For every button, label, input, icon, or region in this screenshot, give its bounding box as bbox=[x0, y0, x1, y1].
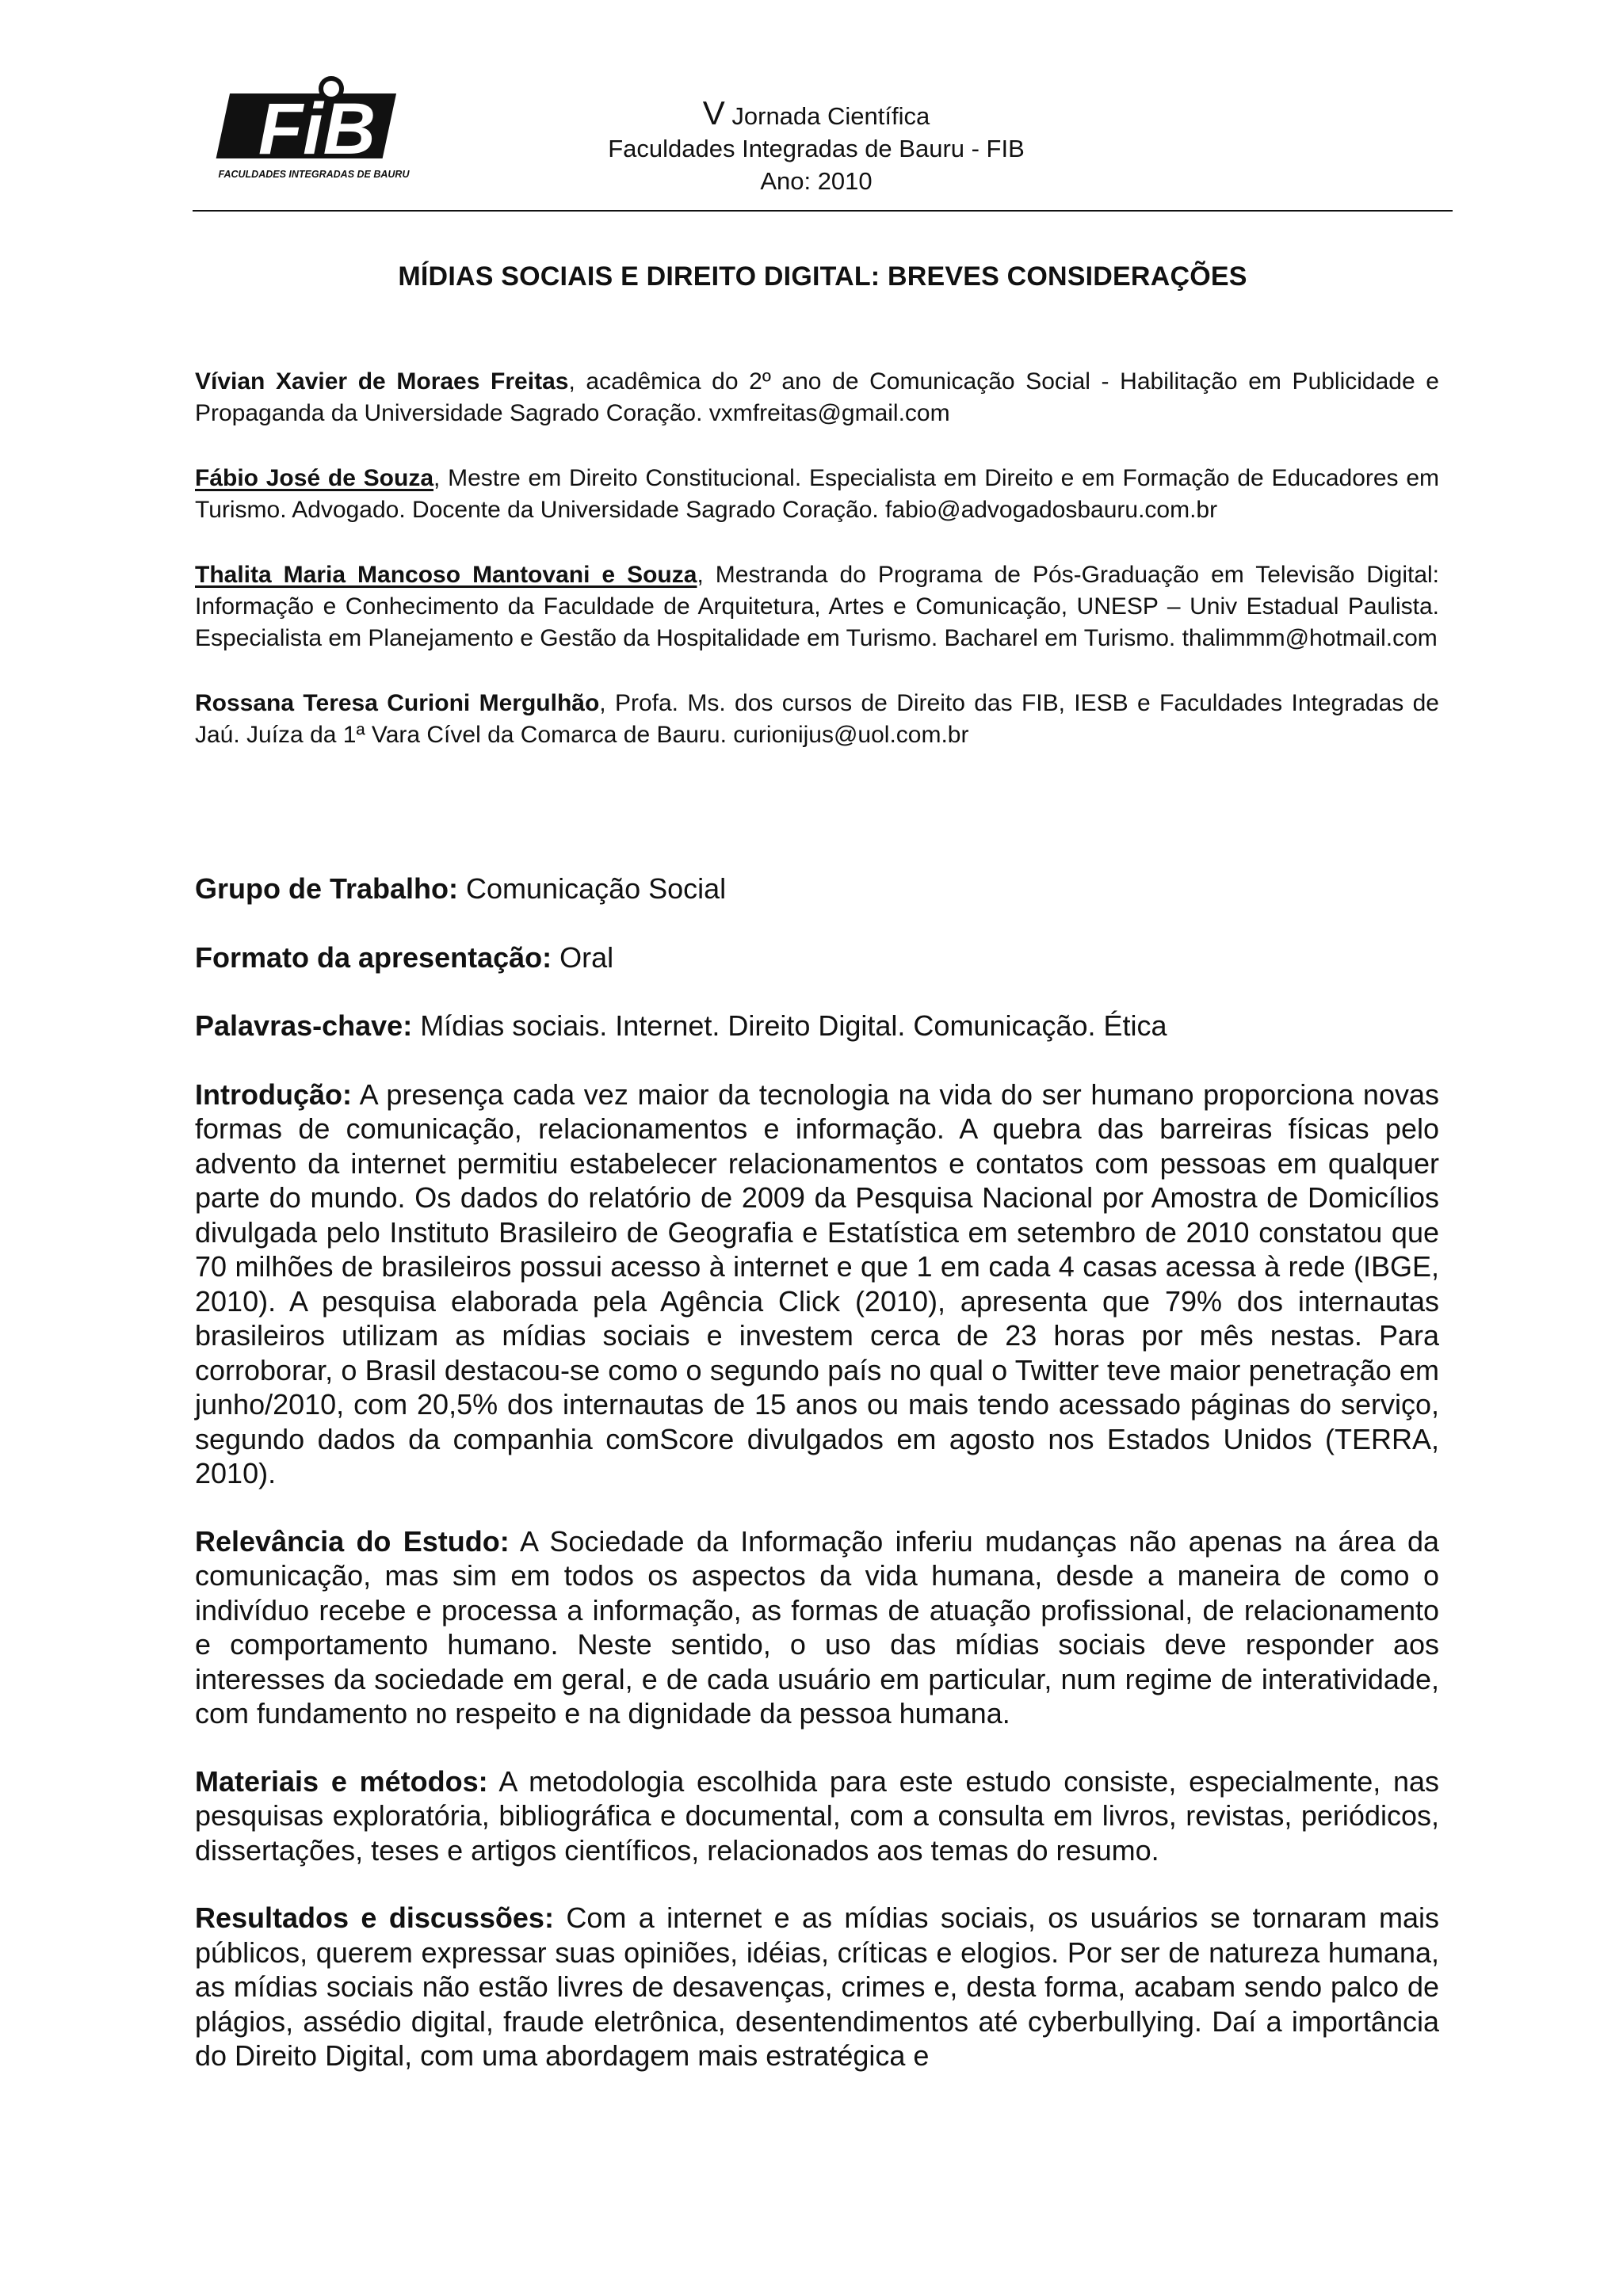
section-results: Resultados e discussões: Com a internet e as mídias sociais, os usuários se tornaram mais públicos, querem expressar suas opiniões, idéias, críticas e elogios. Por ser de natureza humana, as mídias sociais não estão livres de desavenças, crimes e, desta forma, acabam sendo palco de plágios, assédio digital, fraude eletrônica, desentendimentos até cyberbullying. Daí a importância do Direito Digital, com uma abordagem mais estratégica e bbox=[195, 1901, 1439, 2072]
author-affiliation: , Mestranda do Programa de Pós-Graduação em Televisão Digital: Informação e Conhecimento da Faculdade de Arquitetura, Artes e Comunicação, UNESP – Univ Estadual Paulista. Especialista em Planejamento e Gestão da Hospitalidade em Turismo. Bacharel em Turismo. thalimmm@hotmail.com bbox=[195, 562, 1439, 651]
author-entry bbox=[195, 366, 1439, 429]
author-affiliation: , Profa. Ms. dos cursos de Direito das FIB, IESB e Faculdades Integradas de Jaú. Juíza da 1ª Vara Cível da Comarca de Bauru. curionijus@uol.com.br bbox=[195, 690, 1439, 748]
author-entry bbox=[195, 559, 1439, 654]
author-affiliation: , acadêmica do 2º ano de Comunicação Social - Habilitação em Publicidade e Propaganda da Universidade Sagrado Coração. vxmfreitas@gmail.com bbox=[195, 368, 1439, 426]
working-group: Grupo de Trabalho: Comunicação Social bbox=[195, 872, 727, 905]
conference-name: V Jornada Científica bbox=[702, 94, 930, 132]
fib-logo bbox=[197, 71, 418, 190]
author-entry bbox=[195, 463, 1439, 526]
author-entry bbox=[195, 688, 1439, 751]
author-name: Thalita Maria Mancoso Mantovani e Souza bbox=[195, 562, 697, 588]
presentation-format: Formato da apresentação: Oral bbox=[195, 940, 614, 974]
section-introduction: Introdução: A presença cada vez maior da tecnologia na vida do ser humano proporciona novas formas de comunicação, relacionamentos e informação. A quebra das barreiras físicas pelo advento da internet permitiu estabelecer relacionamentos e contatos com pessoas em qualquer parte do mundo. Os dados do relatório de 2009 da Pesquisa Nacional por Amostra de Domicílios divulgada pelo Instituto Brasileiro de Geografia e Estatística em setembro de 2010 constatou que 70 milhões de brasileiros possui acesso à internet e que 1 em cada 4 casas acessa à rede (IBGE, 2010). A pesquisa elaborada pela Agência Click (2010), apresenta que 79% dos internautas brasileiros utilizam as mídias sociais e investem cerca de 23 horas por mês nestas. Para corroborar, o Brasil destacou-se como o segundo país no qual o Twitter teve maior penetração em junho/2010, com 20,5% dos internautas de 15 anos ou mais tendo acessado páginas do serviço, segundo dados da companhia comScore divulgados em agosto nos Estados Unidos (TERRA, 2010). bbox=[195, 1077, 1439, 1489]
author-name: Vívian Xavier de Moraes Freitas bbox=[195, 368, 569, 395]
paper-body bbox=[195, 871, 1439, 2107]
author-affiliation: , Mestre em Direito Constitucional. Especialista em Direito e em Formação de Educadores em Turismo. Advogado. Docente da Universidade Sagrado Coração. fabio@advogadosbauru.com.br bbox=[195, 465, 1439, 523]
author-name: Fábio José de Souza bbox=[195, 465, 433, 491]
keywords: Palavras-chave: Mídias sociais. Internet. Direito Digital. Comunicação. Ética bbox=[195, 1009, 1167, 1042]
conference-header bbox=[491, 94, 1141, 197]
section-methods: Materiais e métodos: A metodologia escolhida para este estudo consiste, especialmente, nas pesquisas exploratória, bibliográfica e documental, com a consulta em livros, revistas, periódicos, dissertações, teses e artigos científicos, relacionados aos temas do resumo. bbox=[195, 1764, 1439, 1867]
paper-title: MÍDIAS SOCIAIS E DIREITO DIGITAL: BREVES CONSIDERAÇÕES bbox=[398, 261, 1247, 292]
institution-name: Faculdades Integradas de Bauru - FIB bbox=[608, 135, 1025, 162]
section-relevance: Relevância do Estudo: A Sociedade da Informação inferiu mudanças não apenas na área da comunicação, mas sim em todos os aspectos da vida humana, desde a maneira de como o indivíduo recebe e processa a informação, as formas de atuação profissional, de relacionamento e comportamento humano. Neste sentido, o uso das mídias sociais deve responder aos interesses da sociedade em geral, e de cada usuário em particular, num regime de interatividade, com fundamento no respeito e na dignidade da pessoa humana. bbox=[195, 1524, 1439, 1730]
logo-text: FiB bbox=[258, 89, 376, 170]
logo-caption: FACULDADES INTEGRADAS DE BAURU bbox=[218, 169, 410, 180]
author-list bbox=[195, 366, 1439, 784]
author-name: Rossana Teresa Curioni Mergulhão bbox=[195, 690, 600, 716]
header-divider bbox=[193, 210, 1453, 212]
conference-year: Ano: 2010 bbox=[760, 167, 873, 195]
